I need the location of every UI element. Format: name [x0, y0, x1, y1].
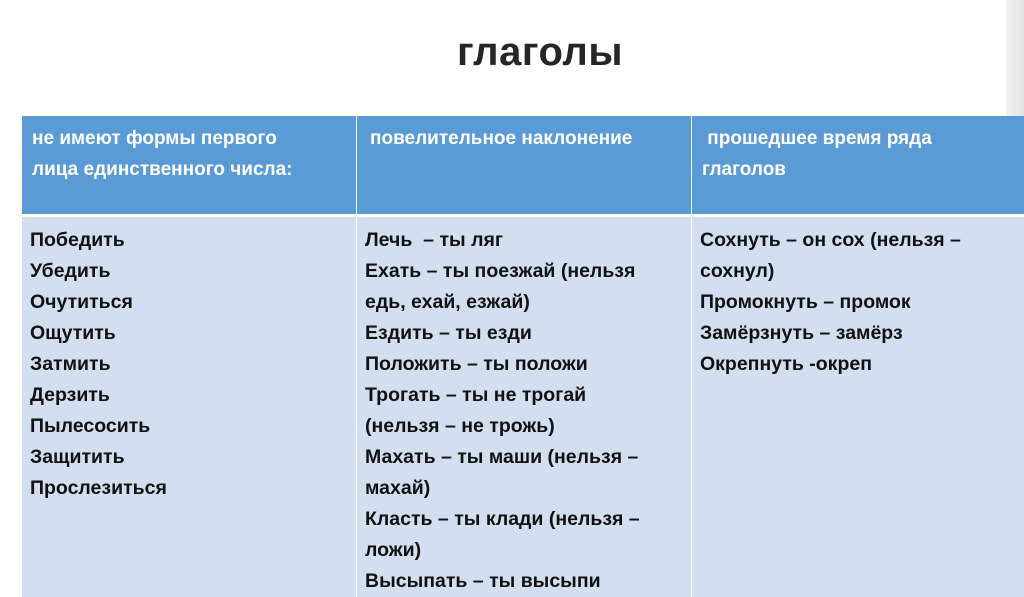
list-item: (нельзя – не трожь)	[365, 411, 681, 442]
cell-imperative-verbs	[357, 216, 692, 597]
header-line: прошедшее время ряда	[702, 123, 1019, 154]
header-cell-first-person	[22, 116, 357, 216]
list-item: Класть – ты клади (нельзя –	[365, 504, 681, 535]
list-item: Сохнуть – он сох (нельзя –	[700, 225, 1019, 256]
cell-first-person-verbs	[22, 216, 357, 597]
list-item: Прослезиться	[30, 473, 346, 504]
list-item: Трогать – ты не трогай	[365, 380, 681, 411]
header-line: не имеют формы первого	[32, 123, 346, 154]
table-header-row	[22, 116, 1024, 216]
list-item: Махать – ты маши (нельзя –	[365, 442, 681, 473]
list-item: Затмить	[30, 349, 346, 380]
list-item: Ехать – ты поезжай (нельзя	[365, 256, 681, 287]
list-item: Ощутить	[30, 318, 346, 349]
header-cell-past-tense	[692, 116, 1024, 216]
list-item: Победить	[30, 225, 346, 256]
list-item: Окрепнуть -окреп	[700, 349, 1019, 380]
list-item: Убедить	[30, 256, 346, 287]
list-item: Пылесосить	[30, 411, 346, 442]
list-item: Замёрзнуть – замёрз	[700, 318, 1019, 349]
slide-title: глаголы	[0, 30, 1024, 75]
list-item: сохнул)	[700, 256, 1019, 287]
header-line: лица единственного числа:	[32, 154, 346, 185]
list-item: махай)	[365, 473, 681, 504]
header-line: повелительное наклонение	[370, 123, 681, 154]
list-item: едь, ехай, езжай)	[365, 287, 681, 318]
list-item: Высыпать – ты высыпи	[365, 566, 681, 597]
list-item: Лечь – ты ляг	[365, 225, 681, 256]
header-cell-imperative	[357, 116, 692, 216]
list-item: Очутиться	[30, 287, 346, 318]
verbs-table	[21, 116, 1024, 597]
header-line: глаголов	[702, 154, 1019, 185]
list-item: ложи)	[365, 535, 681, 566]
list-item: Дерзить	[30, 380, 346, 411]
cell-past-tense-verbs	[692, 216, 1024, 597]
list-item: Ездить – ты езди	[365, 318, 681, 349]
list-item: Защитить	[30, 442, 346, 473]
list-item: Промокнуть – промок	[700, 287, 1019, 318]
list-item: Положить – ты положи	[365, 349, 681, 380]
table-row	[22, 216, 1024, 597]
